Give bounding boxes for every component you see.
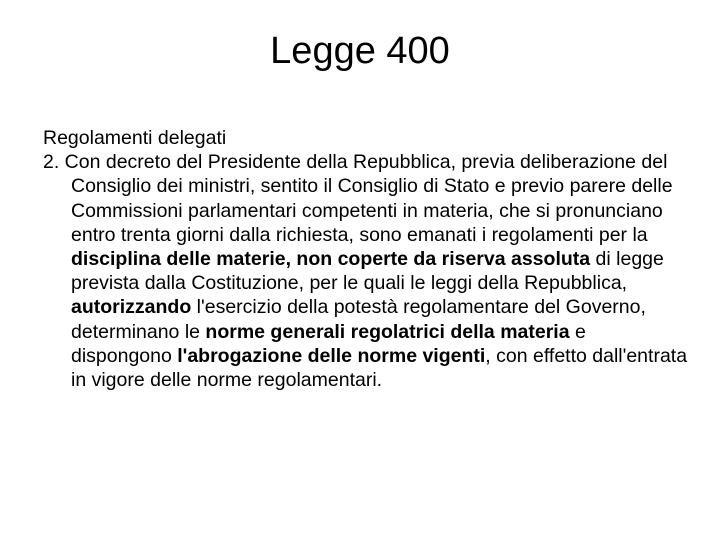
paragraph-bold-run: l'abrogazione delle norme vigenti: [177, 344, 486, 367]
slide-title: Legge 400: [270, 30, 450, 72]
paragraph-text-run: e dispongono: [71, 320, 586, 367]
section-heading: Regolamenti delegati: [43, 127, 227, 149]
paragraph-text-run: , con effetto dall'entrata in vigore delle norme regolamentari.: [71, 344, 688, 392]
paragraph-text-run: l'esercizio della potestà regolamentare del Governo, determinano le: [71, 296, 646, 343]
paragraph-bold-run: norme generali regolatrici della materia: [205, 320, 570, 343]
paragraph-text-run: 2. Con decreto del Presidente della Repubblica, previa deliberazione del Consiglio dei ministri, sentito il Consiglio di Stato e previo parere delle Commissioni parlamentari competenti in materia, che si pronunciano entro trenta giorni dalla richiesta, sono emanati i regolamenti per la: [43, 151, 673, 246]
paragraph-bold-run: disciplina delle materie, non coperte da riserva assoluta: [71, 248, 591, 271]
article-paragraph: [43, 150, 688, 392]
paragraph-text-run: di legge prevista dalla Costituzione, per le quali le leggi della Repubblica,: [71, 248, 664, 295]
paragraph-bold-run: autorizzando: [71, 296, 192, 319]
slide-body: [43, 126, 688, 392]
